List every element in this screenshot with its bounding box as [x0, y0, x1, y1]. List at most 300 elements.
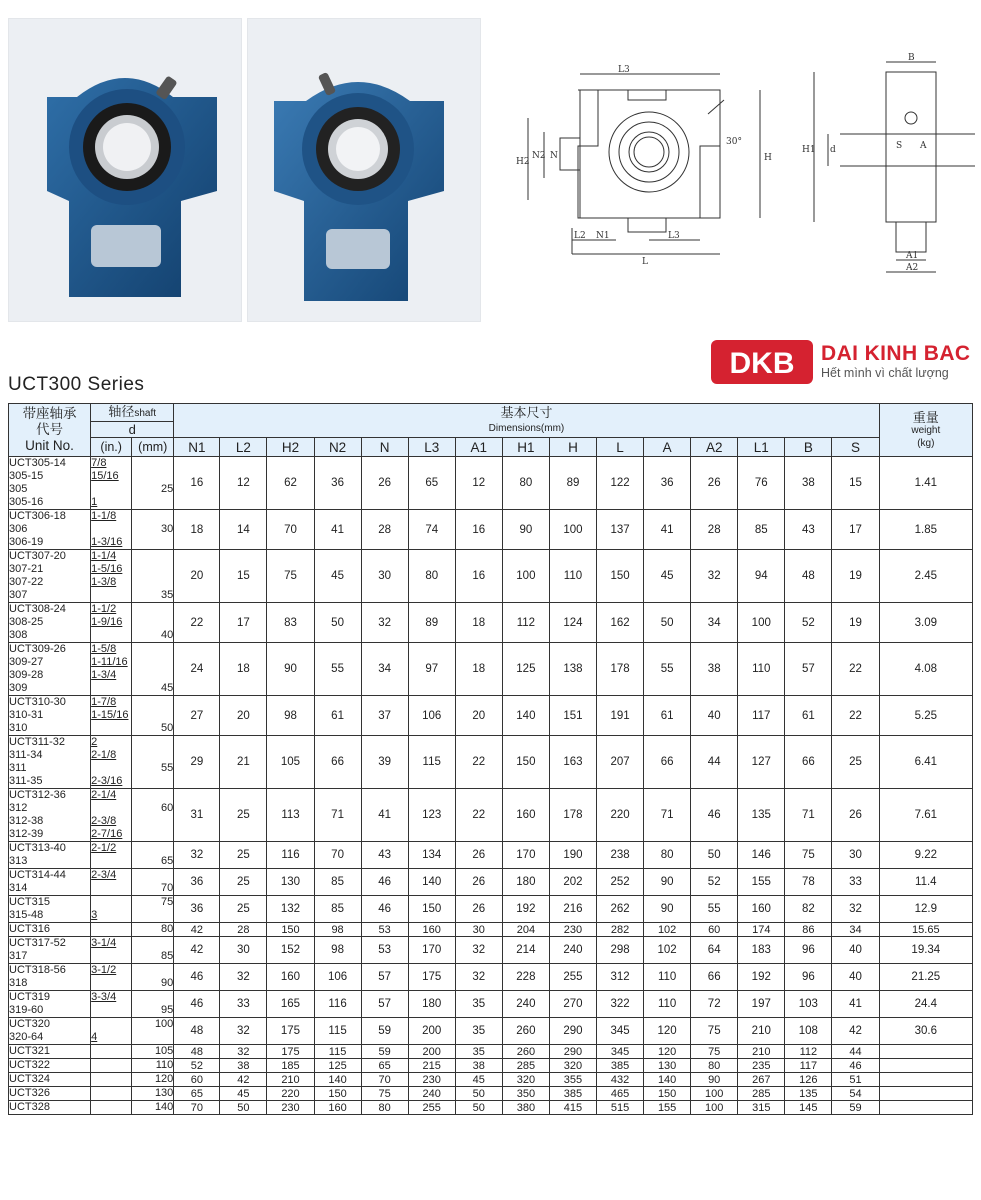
- dim-label: 30°: [726, 137, 742, 147]
- dimension-cell: 262: [597, 896, 644, 923]
- dimension-cell: 65: [174, 1087, 220, 1101]
- dimension-cell: 65: [408, 457, 455, 510]
- shaft-mm-cell-line: [132, 616, 173, 629]
- dimension-cell: 46: [832, 1059, 879, 1073]
- unit-no-cell: [9, 696, 91, 736]
- dimension-cell: 28: [361, 510, 408, 550]
- dimension-cell: 38: [691, 643, 738, 696]
- dimension-cell: 40: [691, 696, 738, 736]
- dimension-cell: 22: [174, 603, 220, 643]
- dimension-cell: 255: [549, 964, 596, 991]
- weight-cell: [879, 1087, 972, 1101]
- unit-no-cell: [9, 964, 91, 991]
- shaft-mm-cell: [132, 896, 174, 923]
- dimension-cell: 16: [455, 510, 502, 550]
- dimension-cell: 320: [549, 1059, 596, 1073]
- dimension-cell: 50: [644, 603, 691, 643]
- shaft-in-cell-line: [91, 1101, 131, 1114]
- shaft-mm-cell-line: [132, 563, 173, 576]
- dimension-cell: 36: [174, 869, 220, 896]
- dimension-cell: 151: [549, 696, 596, 736]
- product-photo-angled: [247, 18, 481, 322]
- shaft-mm-cell: [132, 937, 174, 964]
- weight-cell: 1.85: [879, 510, 972, 550]
- shaft-in-cell-line: 2-3/4: [91, 869, 117, 881]
- brand-block: [711, 340, 973, 386]
- page-title: UCT300 Series: [8, 374, 145, 395]
- shaft-mm-cell: [132, 964, 174, 991]
- logo-letters: DKB: [729, 347, 795, 380]
- dimension-cell: 38: [220, 1059, 267, 1073]
- dimension-cell: 32: [691, 550, 738, 603]
- unit-no-cell: [9, 937, 91, 964]
- dimension-cell: 102: [644, 923, 691, 937]
- shaft-in-cell-line: [91, 762, 131, 775]
- dimension-cell: 70: [267, 510, 314, 550]
- table-row: [9, 896, 973, 923]
- shaft-mm-cell-line: 25: [161, 483, 174, 495]
- dimension-cell: 33: [832, 869, 879, 896]
- shaft-mm-cell-line: 120: [154, 1073, 174, 1085]
- dimension-cell: 192: [738, 964, 785, 991]
- shaft-mm-cell: [132, 1018, 174, 1045]
- unit-no-cell-line: 307-22: [9, 576, 44, 588]
- unit-no-cell-line: 305: [9, 483, 28, 495]
- unit-no-cell-line: 319-60: [9, 1004, 44, 1016]
- dimension-cell: 83: [267, 603, 314, 643]
- dimension-cell: 228: [502, 964, 549, 991]
- dimension-cell: 78: [785, 869, 832, 896]
- dimension-cell: 124: [549, 603, 596, 643]
- dimension-cell: 66: [785, 736, 832, 789]
- dimension-cell: 25: [832, 736, 879, 789]
- unit-no-cell: [9, 643, 91, 696]
- dimension-cell: 240: [408, 1087, 455, 1101]
- shaft-in-cell-line: 2: [91, 736, 98, 748]
- shaft-in-cell-line: 2-3/16: [91, 775, 123, 787]
- unit-no-cell-line: UCT309-26: [9, 643, 66, 655]
- shaft-in-cell: [91, 789, 132, 842]
- unit-no-cell: [9, 991, 91, 1018]
- dimension-cell: 32: [220, 1045, 267, 1059]
- shaft-in-cell: [91, 923, 132, 937]
- dimension-cell: 26: [361, 457, 408, 510]
- dimension-cell: 178: [597, 643, 644, 696]
- weight-cell: 3.09: [879, 603, 972, 643]
- dimension-cell: 290: [549, 1018, 596, 1045]
- dimension-cell: 90: [502, 510, 549, 550]
- unit-no-cell-line: 309-28: [9, 669, 44, 681]
- shaft-mm-cell-line: 80: [161, 923, 174, 935]
- dimension-cell: 215: [408, 1059, 455, 1073]
- dimension-cell: 26: [455, 896, 502, 923]
- unit-no-cell-line: 313: [9, 855, 28, 867]
- dimension-cell: 42: [174, 937, 220, 964]
- dimension-cell: 17: [832, 510, 879, 550]
- shaft-mm-cell-line: [132, 736, 173, 749]
- dimension-cell: 345: [597, 1018, 644, 1045]
- weight-cell: 15.65: [879, 923, 972, 937]
- dimension-cell: 41: [361, 789, 408, 842]
- dimension-cell: 238: [597, 842, 644, 869]
- unit-no-cell-line: 320-64: [9, 1031, 44, 1043]
- shaft-mm-cell-line: [132, 470, 173, 483]
- dimension-cell: 85: [738, 510, 785, 550]
- shaft-mm-cell-line: 85: [161, 950, 174, 962]
- shaft-mm-cell-line: [132, 964, 173, 977]
- dimension-cell: 26: [832, 789, 879, 842]
- dimension-cell: 134: [408, 842, 455, 869]
- dimension-cell: 385: [597, 1059, 644, 1073]
- dimension-cell: 190: [549, 842, 596, 869]
- dimension-cell: 24: [174, 643, 220, 696]
- unit-no-cell-line: UCT328: [9, 1101, 50, 1113]
- table-row: [9, 789, 973, 842]
- dimension-cell: 66: [314, 736, 361, 789]
- shaft-in-cell-line: [91, 523, 131, 536]
- shaft-in-cell: [91, 1018, 132, 1045]
- dimension-cell: 61: [314, 696, 361, 736]
- shaft-mm-cell-line: 35: [161, 589, 174, 601]
- weight-cell: 9.22: [879, 842, 972, 869]
- shaft-in-cell-line: [91, 1004, 131, 1017]
- dimension-cell: 35: [455, 1018, 502, 1045]
- unit-no-cell-line: UCT315: [9, 896, 50, 908]
- dimension-cell: 45: [314, 550, 361, 603]
- dimension-cell: 52: [785, 603, 832, 643]
- dimension-cell: 17: [220, 603, 267, 643]
- dimension-cell: 260: [502, 1018, 549, 1045]
- dimension-cell: 21: [220, 736, 267, 789]
- shaft-mm-cell: [132, 510, 174, 550]
- dimension-cell: 415: [549, 1101, 596, 1115]
- dimension-cell: 38: [785, 457, 832, 510]
- header-unit-no: 带座轴承 代号 Unit No.: [9, 404, 91, 457]
- unit-no-cell: [9, 896, 91, 923]
- dimension-cell: 59: [361, 1018, 408, 1045]
- shaft-in-cell: [91, 869, 132, 896]
- dimension-cell: 36: [314, 457, 361, 510]
- shaft-in-cell: [91, 991, 132, 1018]
- weight-cell: 7.61: [879, 789, 972, 842]
- shaft-mm-cell: [132, 869, 174, 896]
- dimension-cell: 15: [220, 550, 267, 603]
- shaft-mm-cell-line: [132, 603, 173, 616]
- shaft-in-cell-line: 2-1/8: [91, 749, 117, 761]
- dimension-cell: 46: [174, 964, 220, 991]
- dimension-cell: 32: [174, 842, 220, 869]
- dimension-cell: 150: [314, 1087, 361, 1101]
- dimension-cell: 220: [597, 789, 644, 842]
- dimension-cell: 29: [174, 736, 220, 789]
- shaft-mm-cell-line: [132, 550, 173, 563]
- dimension-cell: 38: [455, 1059, 502, 1073]
- shaft-mm-cell-line: [132, 496, 173, 509]
- unit-no-cell-line: 318: [9, 977, 28, 989]
- dim-label: H: [764, 153, 772, 163]
- dimension-cell: 115: [314, 1018, 361, 1045]
- dimension-cell: 26: [455, 842, 502, 869]
- dim-label: N2: [532, 151, 546, 161]
- shaft-in-cell-line: [91, 722, 131, 735]
- dimension-cell: 32: [361, 603, 408, 643]
- dimension-cell: 53: [361, 937, 408, 964]
- dimension-cell: 30: [361, 550, 408, 603]
- table-row: [9, 550, 973, 603]
- shaft-in-cell-line: [91, 483, 131, 496]
- unit-no-cell-line: 306: [9, 523, 28, 535]
- header-col: H2: [267, 438, 314, 457]
- dimension-cell: 25: [220, 789, 267, 842]
- dimension-cell: 220: [267, 1087, 314, 1101]
- header-col: L: [597, 438, 644, 457]
- dimension-cell: 102: [644, 937, 691, 964]
- dim-label: H2: [516, 157, 530, 167]
- header-col: S: [832, 438, 879, 457]
- shaft-in-cell-line: [91, 896, 131, 909]
- shaft-in-cell-line: 1-3/8: [91, 576, 117, 588]
- dimension-cell: 197: [738, 991, 785, 1018]
- dimension-cell: 80: [502, 457, 549, 510]
- unit-no-cell-line: UCT321: [9, 1045, 50, 1057]
- dimension-cell: 75: [361, 1087, 408, 1101]
- dimension-cell: 22: [832, 643, 879, 696]
- dimension-cell: 74: [408, 510, 455, 550]
- dimension-cell: 25: [220, 842, 267, 869]
- shaft-in-cell-line: 2-7/16: [91, 828, 123, 840]
- unit-no-cell: [9, 550, 91, 603]
- unit-no-cell-line: 307-21: [9, 563, 44, 575]
- unit-no-cell-line: UCT322: [9, 1059, 50, 1071]
- shaft-mm-cell-line: 75: [161, 896, 174, 908]
- unit-no-cell-line: 310-31: [9, 709, 44, 721]
- shaft-mm-cell-line: [132, 457, 173, 470]
- dimension-cell: 48: [785, 550, 832, 603]
- shaft-mm-cell: [132, 1087, 174, 1101]
- table-row: [9, 1087, 973, 1101]
- dim-label: L3: [668, 231, 680, 241]
- dimension-cell: 18: [174, 510, 220, 550]
- dimension-cell: 210: [738, 1045, 785, 1059]
- shaft-in-cell-line: 1-1/2: [91, 603, 117, 615]
- shaft-mm-cell-line: [132, 789, 173, 802]
- shaft-in-cell-line: [91, 682, 131, 695]
- dimension-cell: 55: [314, 643, 361, 696]
- shaft-in-cell-line: 3-1/4: [91, 937, 117, 949]
- unit-no-cell-line: 310: [9, 722, 28, 734]
- dimension-cell: 240: [549, 937, 596, 964]
- unit-no-cell: [9, 1018, 91, 1045]
- unit-no-cell: [9, 1073, 91, 1087]
- dimension-cell: 75: [267, 550, 314, 603]
- dimension-cell: 175: [267, 1018, 314, 1045]
- dimension-cell: 252: [597, 869, 644, 896]
- dimension-cell: 66: [644, 736, 691, 789]
- dimension-cell: 30: [220, 937, 267, 964]
- dimension-cell: 170: [502, 842, 549, 869]
- dimension-cell: 26: [691, 457, 738, 510]
- dimension-cell: 32: [220, 964, 267, 991]
- table-row: [9, 736, 973, 789]
- table-row: [9, 937, 973, 964]
- dimension-cell: 160: [408, 923, 455, 937]
- dimension-cell: 322: [597, 991, 644, 1018]
- weight-cell: 2.45: [879, 550, 972, 603]
- dimension-cell: 138: [549, 643, 596, 696]
- unit-no-cell-line: 309-27: [9, 656, 44, 668]
- weight-cell: 30.6: [879, 1018, 972, 1045]
- dimension-cell: 34: [832, 923, 879, 937]
- front-view-drawing: [510, 48, 778, 270]
- bearing-unit-image: [248, 19, 480, 321]
- dimension-cell: 32: [220, 1018, 267, 1045]
- shaft-mm-cell-line: 140: [154, 1101, 174, 1113]
- shaft-in-cell-line: 7/8: [91, 457, 107, 469]
- dimension-cell: 39: [361, 736, 408, 789]
- table-row: [9, 1073, 973, 1087]
- dim-label: d: [830, 145, 836, 155]
- dimension-cell: 210: [738, 1018, 785, 1045]
- dimension-cell: 54: [832, 1087, 879, 1101]
- shaft-in-cell: [91, 1045, 132, 1059]
- dimension-cell: 46: [691, 789, 738, 842]
- shaft-mm-cell-line: [132, 576, 173, 589]
- dimension-cell: 432: [597, 1073, 644, 1087]
- header-col: L2: [220, 438, 267, 457]
- shaft-mm-cell-line: 105: [154, 1045, 174, 1057]
- shaft-mm-cell-line: [132, 536, 173, 549]
- dimension-cell: 52: [174, 1059, 220, 1073]
- header-col: A2: [691, 438, 738, 457]
- dimension-cell: 162: [597, 603, 644, 643]
- dimension-cell: 89: [408, 603, 455, 643]
- shaft-mm-cell: [132, 1045, 174, 1059]
- dimension-cell: 27: [174, 696, 220, 736]
- dimension-cell: 36: [644, 457, 691, 510]
- dim-label: B: [908, 53, 915, 63]
- dimension-cell: 120: [644, 1045, 691, 1059]
- dimension-cell: 96: [785, 937, 832, 964]
- dimension-cell: 126: [785, 1073, 832, 1087]
- shaft-mm-cell: [132, 457, 174, 510]
- dimension-cell: 103: [785, 991, 832, 1018]
- dimension-cell: 183: [738, 937, 785, 964]
- dimension-cell: 140: [502, 696, 549, 736]
- dim-label: L: [642, 257, 648, 267]
- unit-no-cell: [9, 1059, 91, 1073]
- dimension-cell: 46: [174, 991, 220, 1018]
- shaft-mm-cell-line: [132, 510, 173, 523]
- unit-no-cell-line: 308: [9, 629, 28, 641]
- weight-cell: [879, 1073, 972, 1087]
- dimension-cell: 110: [644, 991, 691, 1018]
- shaft-mm-cell-line: [132, 643, 173, 656]
- dimension-cell: 72: [691, 991, 738, 1018]
- dim-label: L3: [618, 65, 630, 75]
- dimension-cell: 155: [738, 869, 785, 896]
- shaft-in-cell-line: 4: [91, 1031, 98, 1043]
- dimension-cell: 45: [455, 1073, 502, 1087]
- header-col: H: [549, 438, 596, 457]
- unit-no-cell: [9, 1087, 91, 1101]
- unit-no-cell-line: 311-34: [9, 749, 43, 761]
- shaft-in-cell-line: 1: [91, 496, 98, 508]
- table-row: [9, 696, 973, 736]
- dimension-cell: 70: [361, 1073, 408, 1087]
- dimension-cell: 44: [691, 736, 738, 789]
- dimension-cell: 64: [691, 937, 738, 964]
- shaft-mm-cell-line: [132, 815, 173, 828]
- dimension-cell: 98: [314, 923, 361, 937]
- dimension-cell: 178: [549, 789, 596, 842]
- unit-no-cell-line: UCT307-20: [9, 550, 66, 562]
- unit-no-cell-line: UCT308-24: [9, 603, 66, 615]
- shaft-mm-cell-line: [132, 656, 173, 669]
- shaft-mm-cell-line: [132, 775, 173, 788]
- dimension-cell: 22: [832, 696, 879, 736]
- unit-no-cell-line: UCT314-44: [9, 869, 66, 881]
- dimension-cell: 191: [597, 696, 644, 736]
- dimension-cell: 33: [220, 991, 267, 1018]
- dimension-cell: 66: [691, 964, 738, 991]
- unit-no-cell: [9, 736, 91, 789]
- dimension-cell: 298: [597, 937, 644, 964]
- dimension-cell: 120: [644, 1018, 691, 1045]
- weight-cell: 5.25: [879, 696, 972, 736]
- dimension-cell: 100: [502, 550, 549, 603]
- dimension-cell: 113: [267, 789, 314, 842]
- table-row: [9, 964, 973, 991]
- dimension-cell: 135: [785, 1087, 832, 1101]
- dimension-cell: 137: [597, 510, 644, 550]
- dimension-cell: 46: [361, 869, 408, 896]
- dimension-cell: 59: [361, 1045, 408, 1059]
- dimension-cell: 165: [267, 991, 314, 1018]
- unit-no-cell-line: 314: [9, 882, 28, 894]
- shaft-in-cell-line: [91, 1059, 131, 1072]
- dimension-cell: 185: [267, 1059, 314, 1073]
- dimension-cell: 16: [174, 457, 220, 510]
- table-row: [9, 923, 973, 937]
- table-row: [9, 1101, 973, 1115]
- shaft-in-cell: [91, 937, 132, 964]
- dimension-cell: 89: [549, 457, 596, 510]
- dimension-cell: 82: [785, 896, 832, 923]
- unit-no-cell-line: UCT320: [9, 1018, 50, 1030]
- shaft-mm-cell-line: 65: [161, 855, 174, 867]
- shaft-in-cell: [91, 457, 132, 510]
- dimension-cell: 45: [220, 1087, 267, 1101]
- dimension-cell: 90: [644, 896, 691, 923]
- table-row: [9, 1018, 973, 1045]
- dimension-cell: 31: [174, 789, 220, 842]
- unit-no-cell: [9, 923, 91, 937]
- shaft-mm-cell-line: 40: [161, 629, 174, 641]
- dimension-cell: 117: [785, 1059, 832, 1073]
- dimension-cell: 123: [408, 789, 455, 842]
- dimension-cell: 53: [361, 923, 408, 937]
- unit-no-cell-line: 312: [9, 802, 28, 814]
- unit-no-cell-line: 317: [9, 950, 28, 962]
- side-view-drawing: [800, 48, 975, 280]
- weight-cell: 4.08: [879, 643, 972, 696]
- weight-cell: 24.4: [879, 991, 972, 1018]
- dimension-cell: 50: [691, 842, 738, 869]
- shaft-in-cell: [91, 842, 132, 869]
- dimension-cell: 61: [644, 696, 691, 736]
- weight-cell: 12.9: [879, 896, 972, 923]
- dimension-cell: 312: [597, 964, 644, 991]
